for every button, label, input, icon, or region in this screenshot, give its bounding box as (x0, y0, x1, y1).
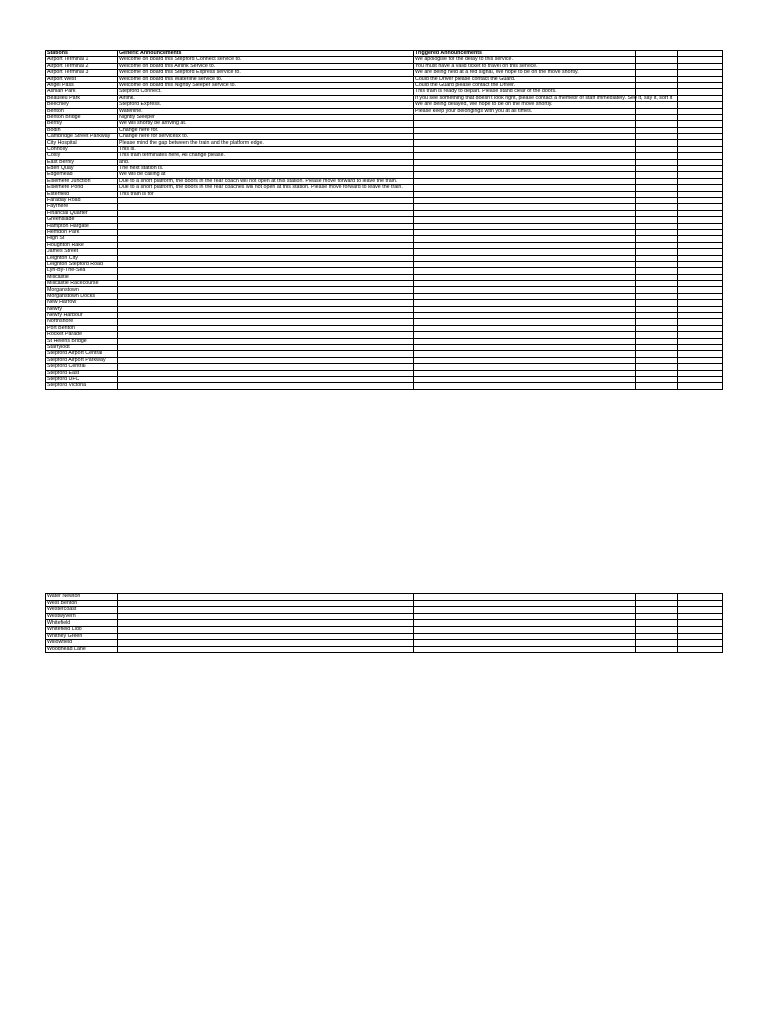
station-cell: Stepford Airport Parkway (46, 357, 118, 363)
station-cell: Stepford East (46, 370, 118, 376)
station-cell: Stepford Central (46, 364, 118, 370)
station-cell: Fayrnere (46, 204, 118, 210)
announcements-table-continued-body (46, 594, 723, 653)
station-cell: Airport Terminal 2 (46, 63, 118, 69)
generic-announcement-cell (118, 633, 414, 640)
empty-cell (678, 600, 723, 607)
empty-cell (636, 620, 678, 627)
triggered-announcement-cell: Could the Guard please contact the Driver. (414, 82, 636, 88)
station-cell: Whitefield (46, 620, 118, 627)
table-row (46, 626, 723, 633)
station-cell: Hampton Hargate (46, 223, 118, 229)
station-cell: Newry Harbour (46, 313, 118, 319)
station-cell: Benton Bridge (46, 114, 118, 120)
station-cell: Northshore (46, 319, 118, 325)
generic-announcement-cell: Welcome on board this Waterline service to. (118, 76, 414, 82)
generic-announcement-cell (118, 620, 414, 627)
station-cell: Eden Quay (46, 166, 118, 172)
station-cell: Westwyvern (46, 613, 118, 620)
table-row (46, 640, 723, 647)
triggered-announcement-cell: This train is ready to depart. Please stand clear of the doors. (414, 89, 636, 95)
table-row (46, 383, 723, 389)
station-cell: Greenslade (46, 217, 118, 223)
generic-announcement-cell: Welcome on board this Airlink Service to. (118, 63, 414, 69)
station-cell: Leighton Stepford Road (46, 261, 118, 267)
empty-cell (636, 646, 678, 653)
generic-announcement-cell: Change here for. (118, 127, 414, 133)
table-row (46, 633, 723, 640)
triggered-announcement-cell (414, 600, 636, 607)
triggered-announcement-cell (414, 594, 636, 601)
generic-announcement-cell (118, 613, 414, 620)
empty-cell (678, 594, 723, 601)
generic-announcement-cell (118, 383, 414, 389)
table-row (46, 594, 723, 601)
table-row (46, 646, 723, 653)
table-row (46, 620, 723, 627)
station-cell: Airport Terminal 3 (46, 70, 118, 76)
generic-announcement-cell: Due to a short platform, the doors in the rear coach will not open at this station. Please move forward to leave the train. (118, 178, 414, 184)
table-row (46, 600, 723, 607)
generic-announcement-cell (118, 640, 414, 647)
station-cell: Elsemere Junction (46, 178, 118, 184)
station-cell: Millcastle Racecourse (46, 281, 118, 287)
station-cell: Airport West (46, 76, 118, 82)
station-cell: Lyn-By-The-Sea (46, 268, 118, 274)
generic-announcement-cell: This train terminates here, All change please. (118, 153, 414, 159)
generic-announcement-cell: This is. (118, 146, 414, 152)
station-cell: Whitefield Lido (46, 626, 118, 633)
generic-announcement-cell: Due to a short platform, the doors in the rear coaches will not open at this station. Please move forward to leave the train. (118, 185, 414, 191)
station-cell: Port Benton (46, 325, 118, 331)
generic-announcement-cell (118, 594, 414, 601)
station-cell: West Benton (46, 600, 118, 607)
triggered-announcement-cell (414, 620, 636, 627)
announcements-table-continued (45, 593, 723, 653)
triggered-announcement-cell (414, 607, 636, 614)
station-cell: Elsemere Pond (46, 185, 118, 191)
station-cell: Whitney Green (46, 633, 118, 640)
station-cell: Connolly (46, 146, 118, 152)
announcements-table-body (46, 51, 723, 390)
empty-cell (636, 626, 678, 633)
station-cell: Water Newton (46, 594, 118, 601)
generic-announcement-cell (118, 607, 414, 614)
generic-announcement-cell: This train is for (118, 191, 414, 197)
triggered-announcement-cell: We apologise for the delay to this service. (414, 57, 636, 63)
station-cell: Ashlan Park (46, 89, 118, 95)
station-cell: Benton (46, 108, 118, 114)
generic-announcement-cell: Change here for servicesx to. (118, 134, 414, 140)
empty-cell (636, 633, 678, 640)
empty-cell (636, 640, 678, 647)
station-cell: East Berrily (46, 159, 118, 165)
generic-announcement-cell: We will be calling at (118, 172, 414, 178)
generic-announcement-cell: Stepford Express. (118, 102, 414, 108)
generic-announcement-cell (118, 626, 414, 633)
empty-cell (678, 626, 723, 633)
triggered-announcement-cell: We are being delayed, We hope to be on the move shortly. (414, 102, 636, 108)
station-cell: Westercoast (46, 607, 118, 614)
station-cell: Starrylodt (46, 344, 118, 350)
generic-announcement-cell: Nightly Sleeper (118, 114, 414, 120)
station-cell: Cambridge Street Parkway (46, 134, 118, 140)
station-cell: Rocket Parade (46, 332, 118, 338)
station-cell: High St (46, 236, 118, 242)
empty-cell (678, 646, 723, 653)
triggered-announcement-cell (414, 383, 636, 389)
generic-announcement-cell: The next station is. (118, 166, 414, 172)
generic-announcement-cell: Welcome on board this Stepford Express service to. (118, 70, 414, 76)
station-cell: Edgemead (46, 172, 118, 178)
triggered-announcement-cell: If you see something that doesn't look right, please contact a memebr of staff immediately. See it, say it, sort it (415, 94, 673, 101)
triggered-announcement-cell: You must have a valid ticket to travel on this service. (414, 63, 636, 69)
triggered-announcement-cell (414, 613, 636, 620)
generic-announcement-cell: Welcome on board this Stepford Connect service to. (118, 57, 414, 63)
station-cell: Angel Pass (46, 82, 118, 88)
empty-cell (636, 607, 678, 614)
empty-cell (678, 383, 723, 389)
generic-announcement-cell: and. (118, 159, 414, 165)
station-cell: Airport Terminal 1 (46, 57, 118, 63)
header-stations: Stations (46, 51, 118, 57)
empty-cell (678, 640, 723, 647)
station-cell: Bodin (46, 127, 118, 133)
station-cell: Stepford Airport Central (46, 351, 118, 357)
generic-announcement-cell: Airlink. (118, 95, 414, 101)
generic-announcement-cell: Stepford Connect. (118, 89, 414, 95)
station-cell: Hemdon Park (46, 229, 118, 235)
empty-cell (636, 613, 678, 620)
station-cell: Beechley (46, 102, 118, 108)
station-cell: Beaulieu Park (46, 95, 118, 101)
station-cell: Newry (46, 306, 118, 312)
empty-cell (678, 607, 723, 614)
triggered-announcement-cell (414, 626, 636, 633)
generic-announcement-cell: Waterline. (118, 108, 414, 114)
triggered-announcement-cell (414, 646, 636, 653)
triggered-announcement-cell: Please keep your belongings with you at all times. (414, 108, 636, 114)
triggered-announcement-cell (414, 633, 636, 640)
triggered-announcement-cell: We are being held at a red signal, We hope to be on the move shortly. (414, 70, 636, 76)
station-cell: Leighton City (46, 255, 118, 261)
empty-cell (678, 633, 723, 640)
station-cell: Stepford UFC (46, 376, 118, 382)
station-cell: Willowfield (46, 640, 118, 647)
station-cell: Millcastle (46, 274, 118, 280)
station-cell: Woodhead Lane (46, 646, 118, 653)
station-cell: Faraday Road (46, 197, 118, 203)
station-cell: City Hospital (46, 140, 118, 146)
generic-announcement-cell (118, 600, 414, 607)
announcements-table (45, 50, 723, 390)
header-generic-announcements: Generic Announcements (118, 51, 414, 57)
generic-announcement-cell: Please mind the gap between the train and the platform edge. (118, 140, 414, 146)
table-row (46, 607, 723, 614)
station-cell: Financial Quarter (46, 210, 118, 216)
triggered-announcement-cell: Could the Driver please contact the Guard. (414, 76, 636, 82)
table-row (46, 613, 723, 620)
triggered-announcement-cell (414, 640, 636, 647)
station-cell: James Street (46, 249, 118, 255)
generic-announcement-cell: Welcome on board this Nightly Sleeper service to. (118, 82, 414, 88)
header-triggered-announcements: Triggered Announcements (414, 51, 636, 57)
station-cell: Coxly (46, 153, 118, 159)
empty-cell (636, 600, 678, 607)
empty-cell (636, 594, 678, 601)
station-cell: Morganstown (46, 287, 118, 293)
station-cell: Morganstown Docks (46, 293, 118, 299)
station-cell: Esterfield (46, 191, 118, 197)
generic-announcement-cell (118, 646, 414, 653)
empty-cell (678, 613, 723, 620)
empty-cell (636, 383, 678, 389)
empty-cell (678, 620, 723, 627)
station-cell: New Harrow (46, 300, 118, 306)
generic-announcement-cell: We will shortly be arriving at. (118, 121, 414, 127)
station-cell: Stepford Victoria (46, 383, 118, 389)
station-cell: Bernly (46, 121, 118, 127)
station-cell: Houghton Rake (46, 242, 118, 248)
station-cell: St Helens Bridge (46, 338, 118, 344)
